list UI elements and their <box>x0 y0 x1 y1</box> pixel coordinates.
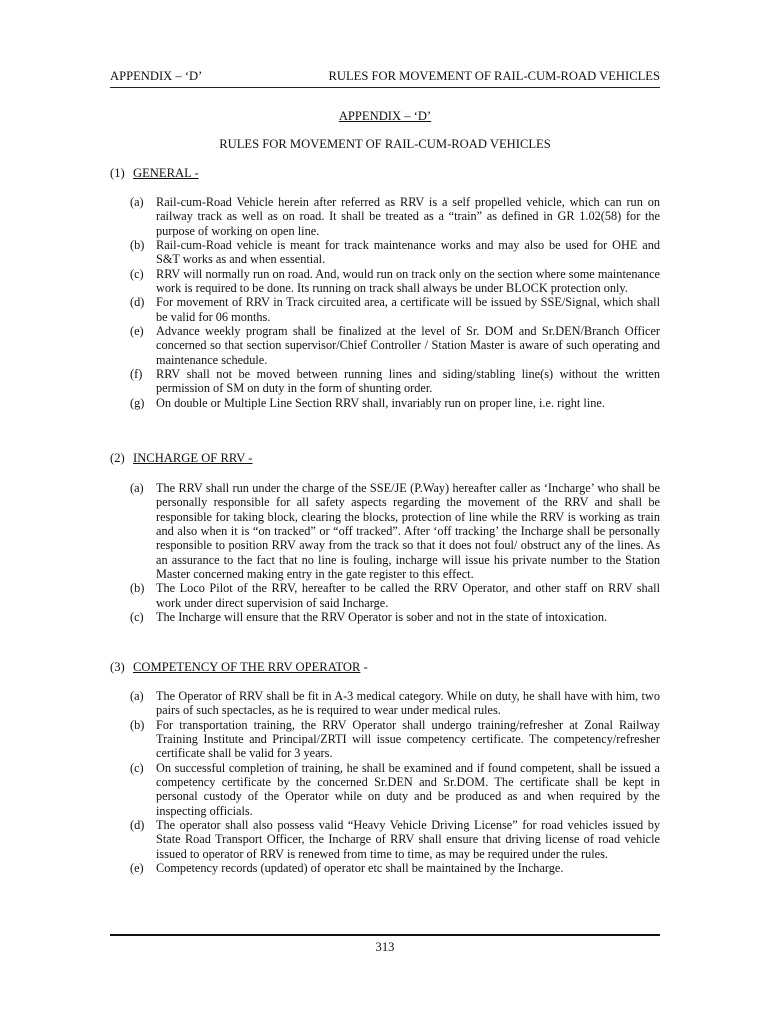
section-items-general <box>130 195 660 410</box>
item-label: (e) <box>130 861 144 876</box>
list-item <box>130 238 660 267</box>
item-label: (c) <box>130 266 144 281</box>
section-number: (2) <box>110 451 125 465</box>
list-item <box>130 481 660 581</box>
section-heading-incharge <box>110 451 252 466</box>
footer-rule <box>110 934 660 936</box>
item-text: The Incharge will ensure that the RRV Operator is sober and not in the state of intoxication. <box>156 610 608 625</box>
item-text: Rail-cum-Road vehicle is meant for track maintenance works and may also be used for OHE and S&T works as and when essential. <box>156 238 660 267</box>
item-text: On successful completion of training, he shall be examined and if found competent, shall be issued a competency certificate by the concerned Sr.DEN and Sr.DOM. The certificate shall be kept in personal custody of the Operator while on duty and be produced as and when required by the inspecting officials. <box>156 760 660 818</box>
item-label: (g) <box>130 395 145 410</box>
section-items-incharge <box>130 481 660 624</box>
running-header-left: APPENDIX – ‘D’ <box>110 69 203 83</box>
list-item <box>130 267 660 296</box>
list-item <box>130 195 660 238</box>
item-label: (a) <box>130 689 144 703</box>
item-text: RRV shall not be moved between running lines and siding/stabling line(s) without the written permission of SM on duty in the form of shunting order. <box>156 367 660 396</box>
header-rule <box>110 87 660 88</box>
item-label: (f) <box>130 367 143 382</box>
list-item <box>130 689 660 718</box>
section-heading-general <box>110 166 199 181</box>
page-subtitle: RULES FOR MOVEMENT OF RAIL-CUM-ROAD VEHICLES <box>219 137 551 151</box>
item-text: For movement of RRV in Track circuited area, a certificate will be issued by SSE/Signal, which shall be valid for 06 months. <box>156 295 660 324</box>
list-item <box>130 818 660 861</box>
page-number: 313 <box>375 940 395 954</box>
list-item <box>130 610 660 624</box>
list-item <box>130 581 660 610</box>
list-item <box>130 324 660 367</box>
item-label: (d) <box>130 818 145 833</box>
item-text: On double or Multiple Line Section RRV shall, invariably run on proper line, i.e. right line. <box>156 395 605 410</box>
item-label: (a) <box>130 481 144 495</box>
item-label: (c) <box>130 760 144 775</box>
item-label: (d) <box>130 295 145 310</box>
list-item <box>130 761 660 818</box>
item-text: The Operator of RRV shall be fit in A-3 medical category. While on duty, he shall have with him, two pairs of such spectacles, as he is required to wear under medical rules. <box>156 689 660 718</box>
item-label: (a) <box>130 195 144 209</box>
list-item <box>130 718 660 761</box>
section-title: INCHARGE OF RRV - <box>133 451 253 465</box>
item-label: (e) <box>130 324 144 339</box>
list-item <box>130 367 660 396</box>
section-title: GENERAL - <box>133 166 199 180</box>
section-number: (1) <box>110 166 125 180</box>
section-title: COMPETENCY OF THE RRV OPERATOR <box>133 660 361 674</box>
item-text: The Loco Pilot of the RRV, hereafter to be called the RRV Operator, and other staff on RRV shall work under direct supervision of said Incharge. <box>156 581 660 610</box>
item-text: Rail-cum-Road Vehicle herein after referred as RRV is a self propelled vehicle, which can run on railway track as well as on road. It shall be treated as a “train” as defined in GR 1.02(58) for the purpose of working on open line. <box>156 195 660 238</box>
item-text: Advance weekly program shall be finalized at the level of Sr. DOM and Sr.DEN/Branch Officer concerned so that section supervisor/Chief Controller / Station Master is aware of such operating and maintenance schedule. <box>156 324 660 367</box>
item-text: RRV will normally run on road. And, would run on track only on the section where some maintenance work is required to be done. Its running on track shall always be under BLOCK protection only. <box>156 266 660 296</box>
page-title-text: APPENDIX – ‘D’ <box>338 109 432 123</box>
running-header <box>110 69 660 87</box>
running-header-right: RULES FOR MOVEMENT OF RAIL-CUM-ROAD VEHICLES <box>328 69 660 83</box>
item-text: Competency records (updated) of operator etc shall be maintained by the Incharge. <box>156 861 564 876</box>
list-item <box>130 861 660 875</box>
item-text: For transportation training, the RRV Operator shall undergo training/refresher at Zonal Railway Training Institute and Principal/ZRTI will issue competency certificate. The competency/refresher certificate shall be valid for 3 years. <box>156 717 660 761</box>
item-text: The operator shall also possess valid “Heavy Vehicle Driving License” for road vehicles issued by State Road Transport Officer, the Incharge of RRV shall ensure that driving license of road vehicle issued to operator of RRV is renewed from time to time, as may be required under the rules. <box>156 818 660 861</box>
section-items-competency <box>130 689 660 875</box>
list-item <box>130 396 660 410</box>
item-label: (c) <box>130 610 144 625</box>
section-title-suffix: - <box>360 660 368 674</box>
item-label: (b) <box>130 717 145 732</box>
item-text: The RRV shall run under the charge of the SSE/JE (P.Way) hereafter caller as ‘Incharge’ who shall be personally responsible for all safety aspects regarding the movement of the RRV and shall be responsible for taking block, clearing the blocks, protection of line while the RRV is working as train and also when it is “on tracked” or “off tracked”. After ‘off tracking’ the Incharge shall be personally responsible to position RRV away from the track so that it does not foul/ obstruct any of the lines. As an assurance to the fact that no line is fouling, incharge will issue his private number to the Station Master concerned making entry in the gate register to this effect. <box>156 481 660 582</box>
page-title <box>110 109 660 124</box>
item-label: (b) <box>130 238 145 253</box>
section-number: (3) <box>110 660 125 674</box>
list-item <box>130 295 660 324</box>
item-label: (b) <box>130 581 145 596</box>
section-heading-competency <box>110 660 368 675</box>
